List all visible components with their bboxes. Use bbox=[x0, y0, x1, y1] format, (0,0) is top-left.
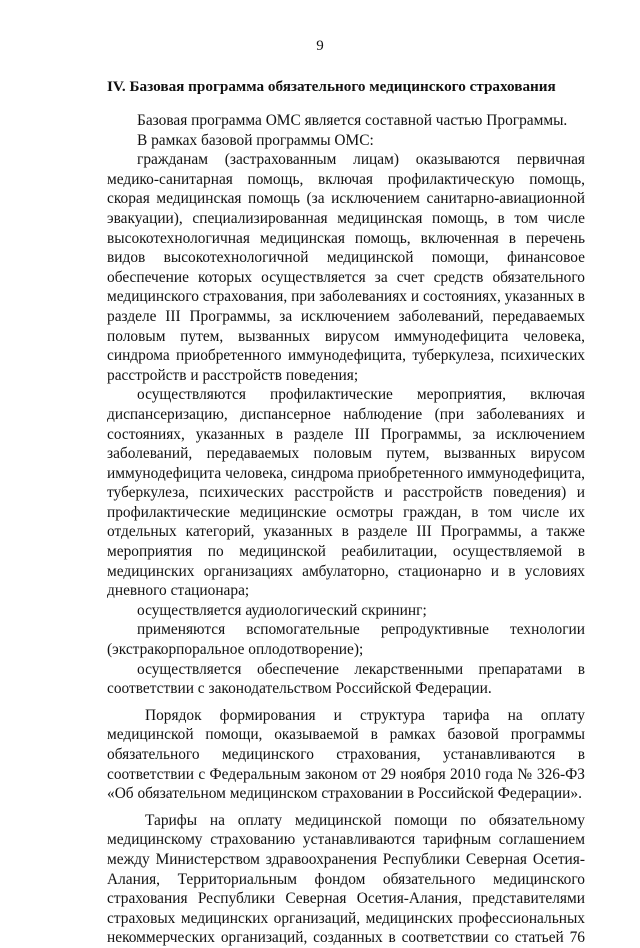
text-line: гражданам (застрахованным лицам) оказываются первичная bbox=[137, 151, 585, 169]
text-line: медико-санитарная помощь, включая профилактическую помощь, bbox=[107, 170, 585, 188]
text-line: скорая медицинская помощь (за исключением санитарно-авиационной bbox=[107, 190, 585, 208]
paragraph bbox=[107, 131, 585, 151]
text-line: профилактические медицинские осмотры граждан, в том числе их bbox=[107, 503, 585, 521]
text-line: дневного стационара; bbox=[107, 582, 250, 600]
text-line: медицинской помощи, оказываемой в рамках базовой программы bbox=[107, 726, 585, 744]
text-line: иммунодефицита человека, синдрома приобретенного иммунодефицита, bbox=[107, 464, 585, 482]
text-line: состояниях, указанных в разделе III Программы, за исключением bbox=[107, 425, 585, 443]
text-line: половым путем, вызванных вирусом иммунодефицита человека, bbox=[107, 327, 585, 345]
paragraph bbox=[107, 660, 585, 699]
paragraph bbox=[107, 601, 585, 621]
text-line: диспансеризацию, диспансерное наблюдение (при заболеваниях и bbox=[107, 405, 585, 423]
text-line: медицинских организациях амбулаторно, стационарно и в условиях bbox=[107, 562, 585, 580]
text-line: применяются вспомогательные репродуктивные технологии bbox=[137, 621, 585, 639]
paragraph bbox=[107, 620, 585, 659]
text-line: осуществляется обеспечение лекарственными препаратами в bbox=[137, 660, 585, 678]
text-line: отдельных категорий, указанных в разделе III Программы, а также bbox=[107, 523, 585, 541]
paragraph bbox=[107, 706, 585, 804]
text-line: Порядок формирования и структура тарифа на оплату bbox=[145, 706, 585, 724]
text-line: высокотехнологичная медицинская помощь, включенная в перечень bbox=[107, 229, 585, 247]
text-line: осуществляется аудиологический скрининг; bbox=[137, 601, 427, 619]
page-number: 9 bbox=[316, 38, 324, 54]
section-heading: IV. Базовая программа обязательного медицинского страхования bbox=[107, 78, 556, 95]
text-line: мероприятия по медицинской реабилитации, осуществляемой в bbox=[107, 543, 585, 561]
text-line: медицинского страхования, при заболеваниях и состояниях, указанных в bbox=[107, 288, 585, 306]
paragraph bbox=[107, 150, 585, 385]
text-line: Тарифы на оплату медицинской помощи по обязательному bbox=[145, 811, 585, 829]
text-line: расстройств и расстройств поведения; bbox=[107, 366, 359, 384]
text-line: заболеваний, передаваемых половым путем, вызванных вирусом bbox=[107, 445, 585, 463]
text-line: Алания, Территориальным фондом обязательного медицинского bbox=[107, 870, 585, 888]
text-line: медицинскому страхованию устанавливаются тарифным соглашением bbox=[107, 831, 585, 849]
text-line: туберкулеза, психических расстройств и расстройств поведения) и bbox=[107, 484, 585, 502]
text-line: разделе III Программы, за исключением заболеваний, передаваемых bbox=[107, 307, 585, 325]
text-line: некоммерческих организаций, созданных в соответствии со статьей 76 bbox=[107, 929, 585, 947]
text-line: В рамках базовой программы ОМС: bbox=[137, 131, 374, 149]
paragraph bbox=[107, 811, 585, 948]
text-line: «Об обязательном медицинском страховании в Российской Федерации». bbox=[107, 785, 582, 803]
text-line: между Министерством здравоохранения Республики Северная Осетия- bbox=[107, 850, 585, 868]
text-line: синдрома приобретенного иммунодефицита, туберкулеза, психических bbox=[107, 347, 585, 365]
text-line: эвакуации), специализированная медицинская помощь, в том числе bbox=[107, 209, 585, 227]
document-body bbox=[107, 111, 585, 948]
text-line: осуществляются профилактические мероприятия, включая bbox=[137, 386, 585, 404]
text-line: соответствии с Федеральным законом от 29 ноября 2010 года № 326-ФЗ bbox=[107, 765, 585, 783]
text-line: Базовая программа ОМС является составной частью Программы. bbox=[137, 112, 568, 129]
text-line: соответствии с законодательством Российской Федерации. bbox=[107, 680, 492, 698]
paragraph-gap bbox=[107, 804, 585, 811]
text-line: страховых медицинских организаций, медицинских профессиональных bbox=[107, 909, 585, 927]
text-line: (экстракорпоральное оплодотворение); bbox=[107, 641, 364, 659]
text-line: обязательного медицинского страхования, устанавливаются в bbox=[107, 746, 585, 763]
text-line: страхования Республики Северная Осетия-Алания, представителями bbox=[107, 890, 585, 908]
paragraph bbox=[107, 385, 585, 601]
text-line: видов высокотехнологичной медицинской помощи, финансовое bbox=[107, 249, 585, 267]
paragraph bbox=[107, 111, 585, 131]
paragraph-gap bbox=[107, 699, 585, 706]
text-line: обеспечение которых осуществляется за счет средств обязательного bbox=[107, 268, 585, 286]
